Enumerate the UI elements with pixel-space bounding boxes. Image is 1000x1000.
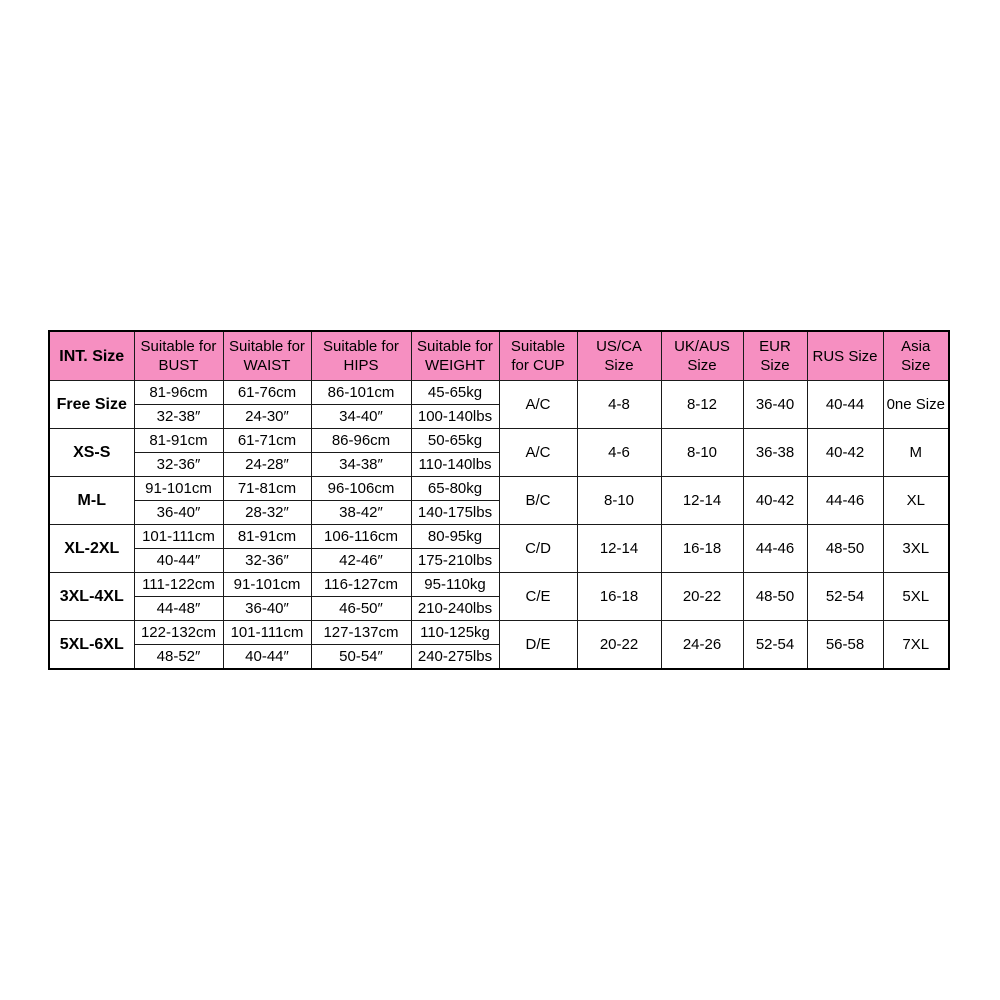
cell-int-size: Free Size xyxy=(49,381,134,429)
header-cell-bust xyxy=(134,331,223,381)
cell-weight-kg: 50-65kg xyxy=(411,429,499,453)
cell-waist-in: 36-40″ xyxy=(223,597,311,621)
header-text: Size xyxy=(604,357,634,374)
cell-us-ca: 16-18 xyxy=(577,573,661,621)
header-cell-waist xyxy=(223,331,311,381)
cell-uk-aus: 8-12 xyxy=(661,381,743,429)
cell-waist-cm: 71-81cm xyxy=(223,477,311,501)
cell-waist-cm: 81-91cm xyxy=(223,525,311,549)
cell-weight-lbs: 210-240lbs xyxy=(411,597,499,621)
cell-hips-in: 46-50″ xyxy=(311,597,411,621)
cell-bust-cm: 81-91cm xyxy=(134,429,223,453)
header-text: for CUP xyxy=(511,357,565,374)
cell-uk-aus: 12-14 xyxy=(661,477,743,525)
cell-rus: 40-44 xyxy=(807,381,883,429)
cell-waist-in: 40-44″ xyxy=(223,645,311,670)
cell-hips-cm: 96-106cm xyxy=(311,477,411,501)
header-text: Suitable for xyxy=(140,338,217,355)
header-text: Suitable for xyxy=(229,338,305,355)
cell-int-size: 3XL-4XL xyxy=(49,573,134,621)
header-cell-weight xyxy=(411,331,499,381)
cell-eur: 48-50 xyxy=(743,573,807,621)
cell-hips-in: 38-42″ xyxy=(311,501,411,525)
cell-cup: C/D xyxy=(499,525,577,573)
cell-asia: 5XL xyxy=(883,573,949,621)
cell-waist-in: 32-36″ xyxy=(223,549,311,573)
cell-weight-lbs: 140-175lbs xyxy=(411,501,499,525)
header-text: WEIGHT xyxy=(425,357,485,374)
header-cell-hips xyxy=(311,331,411,381)
table-body xyxy=(49,381,949,670)
cell-waist-cm: 61-71cm xyxy=(223,429,311,453)
table-header xyxy=(49,331,949,381)
header-row xyxy=(49,331,949,381)
table-row xyxy=(49,429,949,453)
cell-eur: 36-38 xyxy=(743,429,807,477)
header-text: Size xyxy=(901,357,931,374)
cell-waist-cm: 61-76cm xyxy=(223,381,311,405)
header-cell-int-size xyxy=(49,331,134,381)
cell-bust-in: 36-40″ xyxy=(134,501,223,525)
cell-bust-in: 44-48″ xyxy=(134,597,223,621)
cell-weight-kg: 95-110kg xyxy=(411,573,499,597)
cell-rus: 56-58 xyxy=(807,621,883,670)
header-cell-us-ca xyxy=(577,331,661,381)
cell-asia: 0ne Size xyxy=(883,381,949,429)
cell-waist-in: 24-30″ xyxy=(223,405,311,429)
cell-us-ca: 4-8 xyxy=(577,381,661,429)
header-text: INT. Size xyxy=(59,347,125,365)
table-row xyxy=(49,477,949,501)
cell-cup: C/E xyxy=(499,573,577,621)
header-text: Size xyxy=(760,357,790,374)
cell-bust-in: 48-52″ xyxy=(134,645,223,670)
header-text: Suitable for xyxy=(323,338,399,355)
cell-weight-kg: 110-125kg xyxy=(411,621,499,645)
cell-uk-aus: 16-18 xyxy=(661,525,743,573)
header-text: Asia xyxy=(901,338,931,355)
header-cell-rus xyxy=(807,331,883,381)
cell-int-size: XL-2XL xyxy=(49,525,134,573)
cell-eur: 36-40 xyxy=(743,381,807,429)
cell-bust-in: 32-38″ xyxy=(134,405,223,429)
cell-asia: 7XL xyxy=(883,621,949,670)
header-text: UK/AUS xyxy=(674,338,730,355)
cell-bust-cm: 81-96cm xyxy=(134,381,223,405)
cell-rus: 40-42 xyxy=(807,429,883,477)
cell-bust-in: 40-44″ xyxy=(134,549,223,573)
cell-asia: 3XL xyxy=(883,525,949,573)
cell-uk-aus: 20-22 xyxy=(661,573,743,621)
header-text: Size xyxy=(687,357,717,374)
cell-waist-cm: 101-111cm xyxy=(223,621,311,645)
cell-weight-kg: 65-80kg xyxy=(411,477,499,501)
cell-hips-in: 42-46″ xyxy=(311,549,411,573)
header-text: Suitable xyxy=(510,338,566,355)
cell-asia: M xyxy=(883,429,949,477)
cell-waist-cm: 91-101cm xyxy=(223,573,311,597)
table-row xyxy=(49,381,949,405)
cell-bust-cm: 91-101cm xyxy=(134,477,223,501)
cell-asia: XL xyxy=(883,477,949,525)
cell-cup: A/C xyxy=(499,381,577,429)
header-cell-uk-aus xyxy=(661,331,743,381)
header-text: Suitable for xyxy=(417,338,493,355)
cell-uk-aus: 8-10 xyxy=(661,429,743,477)
cell-bust-cm: 122-132cm xyxy=(134,621,223,645)
cell-cup: D/E xyxy=(499,621,577,670)
cell-weight-kg: 80-95kg xyxy=(411,525,499,549)
cell-eur: 44-46 xyxy=(743,525,807,573)
cell-waist-in: 28-32″ xyxy=(223,501,311,525)
cell-weight-lbs: 240-275lbs xyxy=(411,645,499,670)
cell-cup: A/C xyxy=(499,429,577,477)
cell-hips-in: 34-38″ xyxy=(311,453,411,477)
cell-bust-cm: 101-111cm xyxy=(134,525,223,549)
header-cell-eur xyxy=(743,331,807,381)
header-cell-asia xyxy=(883,331,949,381)
cell-hips-cm: 86-101cm xyxy=(311,381,411,405)
header-text: BUST xyxy=(158,357,199,374)
cell-us-ca: 4-6 xyxy=(577,429,661,477)
cell-uk-aus: 24-26 xyxy=(661,621,743,670)
header-cell-cup xyxy=(499,331,577,381)
cell-hips-cm: 127-137cm xyxy=(311,621,411,645)
cell-hips-cm: 86-96cm xyxy=(311,429,411,453)
cell-hips-in: 34-40″ xyxy=(311,405,411,429)
cell-hips-in: 50-54″ xyxy=(311,645,411,670)
header-text: RUS Size xyxy=(812,347,878,365)
cell-rus: 52-54 xyxy=(807,573,883,621)
table-row xyxy=(49,573,949,597)
cell-bust-in: 32-36″ xyxy=(134,453,223,477)
cell-hips-cm: 116-127cm xyxy=(311,573,411,597)
cell-weight-kg: 45-65kg xyxy=(411,381,499,405)
cell-us-ca: 20-22 xyxy=(577,621,661,670)
table-row xyxy=(49,621,949,645)
table-row xyxy=(49,525,949,549)
cell-cup: B/C xyxy=(499,477,577,525)
cell-eur: 40-42 xyxy=(743,477,807,525)
header-text: WAIST xyxy=(243,357,291,374)
cell-int-size: 5XL-6XL xyxy=(49,621,134,670)
cell-weight-lbs: 175-210lbs xyxy=(411,549,499,573)
size-chart-table xyxy=(48,330,950,670)
header-text: HIPS xyxy=(343,357,379,374)
cell-waist-in: 24-28″ xyxy=(223,453,311,477)
cell-us-ca: 12-14 xyxy=(577,525,661,573)
cell-weight-lbs: 110-140lbs xyxy=(411,453,499,477)
cell-weight-lbs: 100-140lbs xyxy=(411,405,499,429)
cell-int-size: XS-S xyxy=(49,429,134,477)
cell-rus: 48-50 xyxy=(807,525,883,573)
cell-us-ca: 8-10 xyxy=(577,477,661,525)
cell-int-size: M-L xyxy=(49,477,134,525)
cell-hips-cm: 106-116cm xyxy=(311,525,411,549)
header-text: US/CA xyxy=(596,338,642,355)
cell-rus: 44-46 xyxy=(807,477,883,525)
cell-eur: 52-54 xyxy=(743,621,807,670)
header-text: EUR xyxy=(759,338,791,355)
cell-bust-cm: 111-122cm xyxy=(134,573,223,597)
